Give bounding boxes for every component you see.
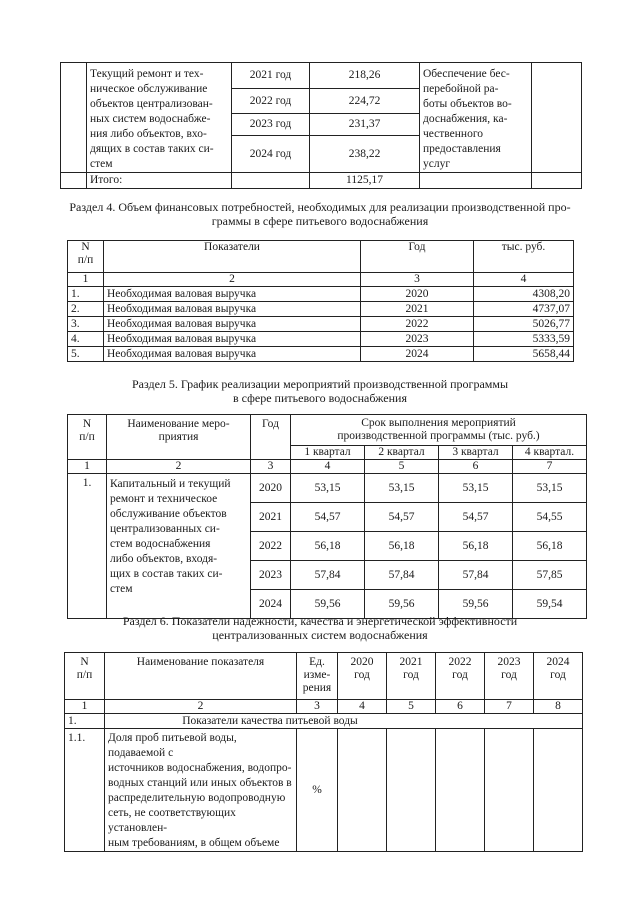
header-unit: Ед. изме- рения xyxy=(297,653,338,700)
column-number: 3 xyxy=(297,700,338,714)
row-year: 2022 xyxy=(251,532,291,561)
row-indicator: Необходимая валовая выручка xyxy=(104,317,361,332)
header-name: Наименование меро- приятия xyxy=(107,415,251,460)
table-cell xyxy=(532,63,582,173)
item-num: 1.1. xyxy=(65,729,105,852)
amount-cell: 218,26 xyxy=(310,63,420,89)
row-indicator: Необходимая валовая выручка xyxy=(104,332,361,347)
quarter-value: 54,57 xyxy=(291,503,365,532)
quarter-value: 56,18 xyxy=(439,532,513,561)
group-title: Показатели качества питьевой воды xyxy=(105,714,583,729)
table-cell xyxy=(420,173,532,189)
column-number: 1 xyxy=(65,700,105,714)
table-cell xyxy=(532,173,582,189)
year-cell: 2022 год xyxy=(232,89,310,113)
header-quarter: 3 квартал xyxy=(439,446,513,460)
row-amount: 5658,44 xyxy=(474,347,574,362)
table-cell xyxy=(61,63,87,173)
item-unit: % xyxy=(297,729,338,852)
amount-cell: 238,22 xyxy=(310,136,420,173)
year-cell: 2023 год xyxy=(232,113,310,135)
column-number: 7 xyxy=(485,700,534,714)
row-indicator: Необходимая валовая выручка xyxy=(104,347,361,362)
row-year: 2020 xyxy=(361,287,474,302)
value-cell xyxy=(436,729,485,852)
header-year: 2024 год xyxy=(534,653,583,700)
header-name: Наименование показателя xyxy=(105,653,297,700)
column-number: 4 xyxy=(474,273,574,287)
quarter-value: 53,15 xyxy=(365,474,439,503)
table-cell xyxy=(232,173,310,189)
row-amount: 4737,07 xyxy=(474,302,574,317)
column-number: 1 xyxy=(68,460,107,474)
table-cell xyxy=(61,173,87,189)
header-year: 2020 год xyxy=(338,653,387,700)
quarter-value: 59,56 xyxy=(291,590,365,619)
row-year: 2024 xyxy=(361,347,474,362)
column-number: 1 xyxy=(68,273,104,287)
header-indicator: Показатели xyxy=(104,241,361,273)
column-number: 6 xyxy=(436,700,485,714)
row-year: 2020 xyxy=(251,474,291,503)
value-cell xyxy=(485,729,534,852)
quarter-value: 56,18 xyxy=(365,532,439,561)
year-cell: 2024 год xyxy=(232,136,310,173)
row-year: 2023 xyxy=(251,561,291,590)
header-num: N п/п xyxy=(68,241,104,273)
quarter-value: 59,56 xyxy=(365,590,439,619)
quarter-value: 53,15 xyxy=(513,474,587,503)
quarter-value: 53,15 xyxy=(439,474,513,503)
row-amount: 5026,77 xyxy=(474,317,574,332)
column-number: 8 xyxy=(534,700,583,714)
row-indicator: Необходимая валовая выручка xyxy=(104,302,361,317)
row-amount: 5333,59 xyxy=(474,332,574,347)
item-name: Капитальный и текущий ремонт и техническое обслуживание объектов централизованных си- стем водоснабжения либо объектов, входя- щих в состав таких си- стем xyxy=(107,474,251,619)
header-year: 2021 год xyxy=(387,653,436,700)
total-label: Итого: xyxy=(87,173,232,189)
total-value: 1125,17 xyxy=(310,173,420,189)
work-description: Текущий ремонт и тех- ническое обслуживание объектов централизован- ных систем водоснабже- ния либо объектов, вхо- дящих в состав таких си- стем xyxy=(87,63,232,173)
schedule-table xyxy=(67,414,587,619)
measures-table-continuation xyxy=(60,62,582,189)
header-year: 2022 год xyxy=(436,653,485,700)
reliability-indicators-table xyxy=(64,652,583,852)
row-num: 2. xyxy=(68,302,104,317)
header-amount: тыс. руб. xyxy=(474,241,574,273)
column-number: 3 xyxy=(251,460,291,474)
header-year: Год xyxy=(251,415,291,460)
row-num: 4. xyxy=(68,332,104,347)
row-year: 2021 xyxy=(251,503,291,532)
column-number: 3 xyxy=(361,273,474,287)
header-quarter: 1 квартал xyxy=(291,446,365,460)
row-num: 5. xyxy=(68,347,104,362)
quarter-value: 57,84 xyxy=(365,561,439,590)
effect-description: Обеспечение бес- перебойной ра- боты объектов во- доснабжения, ка- чественного предоставления услуг xyxy=(420,63,532,173)
quarter-value: 57,84 xyxy=(439,561,513,590)
row-num: 1. xyxy=(68,287,104,302)
column-number: 7 xyxy=(513,460,587,474)
quarter-value: 57,85 xyxy=(513,561,587,590)
column-number: 4 xyxy=(291,460,365,474)
column-number: 2 xyxy=(104,273,361,287)
group-num: 1. xyxy=(65,714,105,729)
item-num: 1. xyxy=(68,474,107,619)
quarter-value: 53,15 xyxy=(291,474,365,503)
quarter-value: 59,54 xyxy=(513,590,587,619)
value-cell xyxy=(534,729,583,852)
section6-title: Раздел 6. Показатели надежности, качества и энергетической эффективности централизованных систем водоснабжения xyxy=(122,614,518,642)
header-year: Год xyxy=(361,241,474,273)
column-number: 2 xyxy=(107,460,251,474)
section4-title: Раздел 4. Объем финансовых потребностей, необходимых для реализации производственной про- граммы в сфере питьевого водоснабжения xyxy=(69,200,571,228)
amount-cell: 224,72 xyxy=(310,89,420,113)
row-year: 2022 xyxy=(361,317,474,332)
quarter-value: 56,18 xyxy=(513,532,587,561)
row-year: 2021 xyxy=(361,302,474,317)
quarter-value: 54,57 xyxy=(365,503,439,532)
header-num: N п/п xyxy=(65,653,105,700)
quarter-value: 54,55 xyxy=(513,503,587,532)
row-year: 2024 xyxy=(251,590,291,619)
header-quarter: 4 квартал. xyxy=(513,446,587,460)
column-number: 5 xyxy=(387,700,436,714)
quarter-value: 59,56 xyxy=(439,590,513,619)
amount-cell: 231,37 xyxy=(310,113,420,135)
item-name: Доля проб питьевой воды, подаваемой с источников водоснабжения, водопро- водных станций или иных объектов в распределительную водопроводную сеть, не соответствующих установлен- ным требованиям, в общем объеме xyxy=(105,729,297,852)
row-year: 2023 xyxy=(361,332,474,347)
quarter-value: 56,18 xyxy=(291,532,365,561)
column-number: 2 xyxy=(105,700,297,714)
row-indicator: Необходимая валовая выручка xyxy=(104,287,361,302)
section5-title: Раздел 5. График реализации мероприятий производственной программы в сфере питьевого водоснабжения xyxy=(131,377,509,405)
row-num: 3. xyxy=(68,317,104,332)
header-term: Срок выполнения мероприятий производственной программы (тыс. руб.) xyxy=(291,415,587,446)
quarter-value: 54,57 xyxy=(439,503,513,532)
column-number: 6 xyxy=(439,460,513,474)
header-year: 2023 год xyxy=(485,653,534,700)
year-cell: 2021 год xyxy=(232,63,310,89)
header-quarter: 2 квартал xyxy=(365,446,439,460)
column-number: 5 xyxy=(365,460,439,474)
value-cell xyxy=(338,729,387,852)
financial-needs-table xyxy=(67,240,574,362)
header-num: N п/п xyxy=(68,415,107,460)
quarter-value: 57,84 xyxy=(291,561,365,590)
column-number: 4 xyxy=(338,700,387,714)
value-cell xyxy=(387,729,436,852)
row-amount: 4308,20 xyxy=(474,287,574,302)
